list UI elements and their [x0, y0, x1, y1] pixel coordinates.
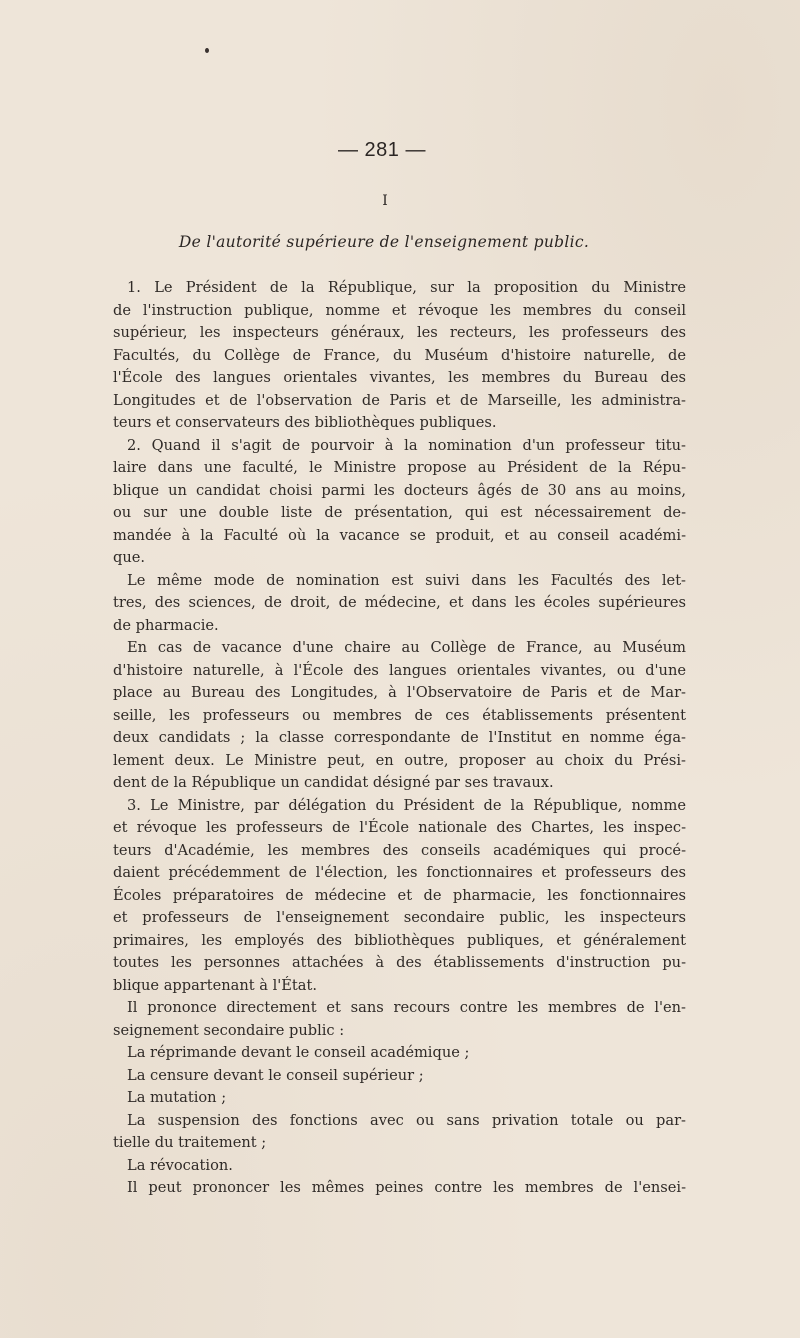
text-line: Il prononce directement et sans recours contre les membres de l'en-	[127, 999, 686, 1016]
text-line: et révoque les professeurs de l'École nationale des Chartes, les inspec-	[113, 819, 686, 836]
section-number: I	[382, 193, 388, 209]
text-line: 2. Quand il s'agit de pourvoir à la nomination d'un professeur titu-	[127, 436, 686, 454]
text-line: La mutation ;	[127, 1089, 227, 1106]
text-line: 1. Le Président de la République, sur la proposition du Ministre	[127, 279, 686, 296]
text-line: seignement secondaire public :	[113, 1021, 345, 1039]
text-line: Il peut prononcer les mêmes peines contre les membres de l'ensei-	[127, 1179, 686, 1196]
text-line: La réprimande devant le conseil académique ;	[127, 1044, 470, 1061]
text-line: toutes les personnes attachées à des établissements d'instruction pu-	[113, 954, 686, 971]
text-line: mandée à la Faculté où la vacance se produit, et au conseil académi-	[113, 526, 686, 544]
text-line: blique appartenant à l'État.	[113, 976, 317, 994]
text-line: teurs d'Académie, les membres des conseils académiques qui procé-	[113, 841, 686, 859]
text-line: supérieur, les inspecteurs généraux, les recteurs, les professeurs des	[113, 324, 686, 341]
text-line: de l'instruction publique, nomme et révoque les membres du conseil	[113, 301, 686, 319]
text-line: lement deux. Le Ministre peut, en outre, proposer au choix du Prési-	[113, 751, 686, 769]
text-line: Écoles préparatoires de médecine et de pharmacie, les fonctionnaires	[113, 886, 686, 904]
text-line: d'histoire naturelle, à l'École des langues orientales vivantes, ou d'une	[113, 661, 686, 679]
text-line: laire dans une faculté, le Ministre propose au Président de la Répu-	[113, 459, 686, 476]
text-line: La suspension des fonctions avec ou sans privation totale ou par-	[127, 1111, 686, 1129]
text-line: deux candidats ; la classe correspondante de l'Institut en nomme éga-	[113, 729, 686, 746]
text-line: ou sur une double liste de présentation, qui est nécessairement de-	[113, 504, 686, 521]
text-line: seille, les professeurs ou membres de ces établissements présentent	[113, 706, 686, 724]
text-line: que.	[113, 549, 146, 566]
text-line: Facultés, du Collège de France, du Muséum d'histoire naturelle, de	[113, 346, 686, 364]
text-line: dent de la République un candidat désigné par ses travaux.	[113, 774, 554, 791]
text-line: En cas de vacance d'une chaire au Collège de France, au Muséum	[127, 639, 686, 656]
text-line: teurs et conservateurs des bibliothèques publiques.	[113, 414, 497, 431]
text-line: 3. Le Ministre, par délégation du Président de la République, nomme	[127, 796, 686, 814]
text-line: primaires, les employés des bibliothèques publiques, et généralement	[113, 931, 686, 949]
text-line: tres, des sciences, de droit, de médecine, et dans les écoles supérieures	[113, 594, 686, 611]
body-text	[113, 277, 686, 1200]
text-line: La révocation.	[127, 1156, 233, 1174]
text-line: et professeurs de l'enseignement secondaire public, les inspecteurs	[113, 909, 686, 926]
text-line: tielle du traitement ;	[113, 1134, 267, 1151]
ink-speck	[205, 48, 209, 53]
text-line: Longitudes et de l'observation de Paris et de Marseille, les administra-	[113, 391, 686, 409]
text-line: blique un candidat choisi parmi les docteurs âgés de 30 ans au moins,	[113, 481, 686, 499]
text-line: place au Bureau des Longitudes, à l'Observatoire de Paris et de Mar-	[113, 684, 686, 701]
text-line: Le même mode de nomination est suivi dans les Facultés des let-	[127, 571, 686, 589]
page-number: — 281 —	[338, 139, 426, 161]
section-title: De l'autorité supérieure de l'enseignement public.	[178, 233, 590, 251]
text-line: l'École des langues orientales vivantes, les membres du Bureau des	[113, 369, 686, 386]
text-line: de pharmacie.	[113, 616, 219, 634]
text-line: daient précédemment de l'élection, les fonctionnaires et professeurs des	[113, 864, 686, 881]
text-line: La censure devant le conseil supérieur ;	[127, 1066, 424, 1084]
